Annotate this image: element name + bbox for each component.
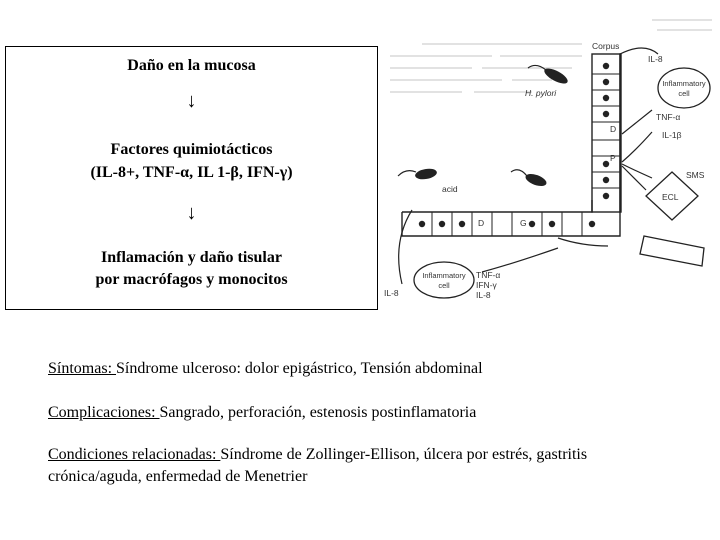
label-inflammatory-cell-top: Inflammatory bbox=[662, 79, 706, 88]
pathogenesis-flow-box bbox=[5, 46, 378, 310]
label-inflammatory-cell-bottom: Inflammatory bbox=[422, 271, 466, 280]
flow-step-chemotactic-list: (IL-8+, TNF-α, IL 1-β, IFN-γ) bbox=[90, 164, 293, 181]
h-pylori-pathogenesis-diagram bbox=[382, 14, 718, 316]
label-inflammatory-cell-bottom-2: cell bbox=[438, 281, 450, 290]
label-d-upper: D bbox=[610, 124, 617, 134]
flow-step-chemotactic-factors: Factores quimiotácticos bbox=[110, 141, 273, 158]
complications-label: Complicaciones: bbox=[48, 404, 160, 421]
related-conditions-text: Síndrome de Zollinger-Ellison, úlcera por estrés, gastritis crónica/aguda, enfermedad de Menetrier bbox=[48, 446, 588, 485]
down-arrow-icon: ↓ bbox=[186, 90, 197, 112]
down-arrow-icon: ↓ bbox=[186, 202, 197, 224]
inflammatory-cell-bottom bbox=[414, 262, 474, 298]
label-d-lower: D bbox=[478, 218, 485, 228]
label-il1b: IL-1β bbox=[662, 130, 682, 140]
label-acid: acid bbox=[442, 184, 458, 194]
label-corpus: Corpus bbox=[592, 41, 620, 51]
label-tnf-bottom: TNF-α bbox=[476, 270, 501, 280]
complications-line bbox=[48, 402, 678, 424]
blood-vessel bbox=[640, 236, 704, 266]
label-il8-top: IL-8 bbox=[648, 54, 663, 64]
label-g-cell: G bbox=[520, 218, 527, 228]
gland-outline bbox=[402, 54, 621, 236]
label-ecl: ECL bbox=[662, 192, 679, 202]
label-h-pylori: H. pylori bbox=[525, 88, 557, 98]
label-sms: SMS bbox=[686, 170, 705, 180]
flow-step-tissue-damage: Inflamación y daño tisular bbox=[101, 249, 282, 266]
label-tnf-top: TNF-α bbox=[656, 112, 681, 122]
label-ifn-bottom: IFN-γ bbox=[476, 280, 497, 290]
gland-cells bbox=[419, 63, 609, 227]
related-conditions-label: Condiciones relacionadas: bbox=[48, 446, 221, 463]
complications-text: Sangrado, perforación, estenosis postinflamatoria bbox=[159, 404, 477, 421]
label-inflammatory-cell-top-2: cell bbox=[678, 89, 690, 98]
flow-step-mucosal-damage: Daño en la mucosa bbox=[127, 57, 256, 74]
h-pylori-bacteria bbox=[398, 65, 570, 188]
label-il8-bottom: IL-8 bbox=[384, 288, 399, 298]
flow-step-macrophages: por macrófagos y monocitos bbox=[95, 271, 288, 288]
symptoms-text: Síndrome ulceroso: dolor epigástrico, Tensión abdominal bbox=[116, 360, 483, 377]
label-p-cell: P bbox=[610, 153, 616, 163]
related-conditions-line bbox=[48, 444, 678, 488]
label-il8-list: IL-8 bbox=[476, 290, 491, 300]
inflammatory-cell-top bbox=[658, 68, 710, 108]
symptoms-label: Síntomas: bbox=[48, 360, 117, 377]
signal-arrows bbox=[399, 48, 658, 284]
symptoms-line bbox=[48, 358, 678, 380]
